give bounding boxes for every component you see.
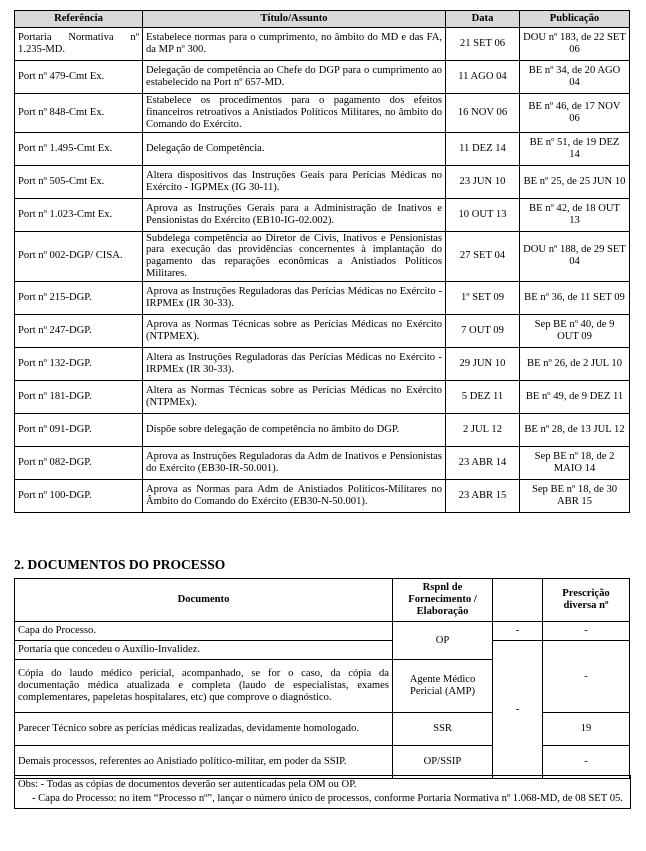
title-cell: Altera as Normas Técnicas sobre as Perícias Médicas no Exército (NTPMEx). bbox=[143, 381, 446, 414]
publication-cell: BE nº 51, de 19 DEZ 14 bbox=[520, 132, 630, 165]
table-row bbox=[15, 414, 630, 447]
date-cell: 7 OUT 09 bbox=[446, 315, 520, 348]
title-cell: Aprova as Instruções Reguladoras da Adm de Inativos e Pensionistas do Exército (EB30-IR-50.001). bbox=[143, 447, 446, 480]
title-cell: Delegação de competência ao Chefe do DGP para o cumprimento ao estabelecido na Port nº 657-MD. bbox=[143, 61, 446, 94]
documents-header-row bbox=[15, 579, 630, 622]
reference-cell: Port nº 1.495-Cmt Ex. bbox=[15, 132, 143, 165]
title-cell: Altera as Instruções Reguladoras das Perícias Médicas no Exército - IRPMEx (IR 30-33). bbox=[143, 348, 446, 381]
table-row bbox=[15, 282, 630, 315]
table-row bbox=[15, 381, 630, 414]
publication-cell: Sep BE nº 18, de 30 ABR 15 bbox=[520, 480, 630, 513]
publication-cell: DOU nº 183, de 22 SET 06 bbox=[520, 28, 630, 61]
table-row bbox=[15, 480, 630, 513]
reference-cell: Port nº 215-DGP. bbox=[15, 282, 143, 315]
mark-merged: - bbox=[493, 641, 543, 779]
document-demais: Demais processos, referentes ao Anistiado político-militar, em poder da SSIP. bbox=[15, 746, 393, 779]
date-cell: 16 NOV 06 bbox=[446, 94, 520, 133]
reference-cell: Port nº 132-DGP. bbox=[15, 348, 143, 381]
document-parecer: Parecer Técnico sobre as perícias médicas realizadas, devidamente homologado. bbox=[15, 713, 393, 746]
publication-cell: DOU nº 188, de 29 SET 04 bbox=[520, 231, 630, 281]
rspnl-ssr: SSR bbox=[393, 713, 493, 746]
publication-cell: BE nº 46, de 17 NOV 06 bbox=[520, 94, 630, 133]
date-cell: 1º SET 09 bbox=[446, 282, 520, 315]
table-row bbox=[15, 622, 630, 641]
observation-line: Obs: - Todas as cópias de documentos deverão ser autenticadas pela OM ou OP. bbox=[18, 779, 357, 790]
section-title: 2. DOCUMENTOS DO PROCESSO bbox=[14, 557, 226, 572]
table-header-row bbox=[15, 11, 630, 28]
title-cell: Estabelece os procedimentos para o pagamento dos efeitos financeiros retroativos a Anistiados Políticos Militares, no âmbito do Comando do Exército. bbox=[143, 94, 446, 133]
title-cell: Aprova as Instruções Reguladoras das Perícias Médicas no Exército - IRPMEx (IR 30-33). bbox=[143, 282, 446, 315]
header-documento: Documento bbox=[15, 579, 393, 622]
title-cell: Subdelega competência ao Diretor de Civis, Inativos e Pensionistas para execução das providências concernentes à implantação do pagamento das reparações econômicas a Anistiados Políticos Militares. bbox=[143, 231, 446, 281]
header-data: Data bbox=[446, 11, 520, 28]
title-cell: Delegação de Competência. bbox=[143, 132, 446, 165]
table-row bbox=[15, 61, 630, 94]
date-cell: 23 JUN 10 bbox=[446, 165, 520, 198]
documents-table bbox=[14, 578, 630, 779]
title-cell: Aprova as Normas Técnicas sobre as Perícias Médicas no Exército (NTPMEX). bbox=[143, 315, 446, 348]
reference-cell: Port nº 1.023-Cmt Ex. bbox=[15, 198, 143, 231]
table-row bbox=[15, 231, 630, 281]
prescricao-capa: - bbox=[543, 622, 630, 641]
references-table-body bbox=[15, 28, 630, 513]
title-cell: Aprova as Instruções Gerais para a Administração de Inativos e Pensionistas do Exército (EB10-IG-02.002). bbox=[143, 198, 446, 231]
publication-cell: Sep BE nº 18, de 2 MAIO 14 bbox=[520, 447, 630, 480]
references-table bbox=[14, 10, 630, 513]
prescricao-demais: - bbox=[543, 746, 630, 779]
rspnl-op: OP bbox=[393, 622, 493, 660]
date-cell: 27 SET 04 bbox=[446, 231, 520, 281]
publication-cell: BE nº 42, de 18 OUT 13 bbox=[520, 198, 630, 231]
publication-cell: Sep BE nº 40, de 9 OUT 09 bbox=[520, 315, 630, 348]
prescricao-parecer: 19 bbox=[543, 713, 630, 746]
publication-cell: BE nº 34, de 20 AGO 04 bbox=[520, 61, 630, 94]
publication-cell: BE nº 28, de 13 JUL 12 bbox=[520, 414, 630, 447]
header-referencia: Referência bbox=[15, 11, 143, 28]
observation-line: - Capa do Processo: no item “Processo nº”, lançar o número único de processos, conforme Portaria Normativa nº 1.068-MD, de 08 SET 05. bbox=[32, 792, 623, 804]
reference-cell: Port nº 181-DGP. bbox=[15, 381, 143, 414]
publication-cell: BE nº 26, de 2 JUL 10 bbox=[520, 348, 630, 381]
date-cell: 11 AGO 04 bbox=[446, 61, 520, 94]
table-row bbox=[15, 165, 630, 198]
reference-cell: Port nº 091-DGP. bbox=[15, 414, 143, 447]
observations-box bbox=[14, 775, 631, 809]
header-titulo: Título/Assunto bbox=[143, 11, 446, 28]
reference-cell: Port nº 100-DGP. bbox=[15, 480, 143, 513]
publication-cell: BE nº 25, de 25 JUN 10 bbox=[520, 165, 630, 198]
table-row bbox=[15, 641, 630, 660]
table-row bbox=[15, 28, 630, 61]
date-cell: 11 DEZ 14 bbox=[446, 132, 520, 165]
header-rspnl: Rspnl de Fornecimento / Elaboração bbox=[393, 579, 493, 622]
reference-cell: Port nº 247-DGP. bbox=[15, 315, 143, 348]
publication-cell: BE nº 49, de 9 DEZ 11 bbox=[520, 381, 630, 414]
date-cell: 2 JUL 12 bbox=[446, 414, 520, 447]
document-laudo: Cópia do laudo médico pericial, acompanhado, se for o caso, da cópia da documentação médica atualizada e completa (laudo de especialistas, exames complementares, papeletas hospitalares, etc) que comprove o diagnóstico. bbox=[15, 660, 393, 713]
header-blank bbox=[493, 579, 543, 622]
document-capa: Capa do Processo. bbox=[15, 622, 393, 641]
reference-cell: Port nº 848-Cmt Ex. bbox=[15, 94, 143, 133]
mark-capa: - bbox=[493, 622, 543, 641]
date-cell: 21 SET 06 bbox=[446, 28, 520, 61]
table-row bbox=[15, 348, 630, 381]
title-cell: Estabelece normas para o cumprimento, no âmbito do MD e das FA, da MP nº 300. bbox=[143, 28, 446, 61]
rspnl-amp: Agente Médico Pericial (AMP) bbox=[393, 660, 493, 713]
table-row bbox=[15, 447, 630, 480]
header-publicacao: Publicação bbox=[520, 11, 630, 28]
publication-cell: BE nº 36, de 11 SET 09 bbox=[520, 282, 630, 315]
date-cell: 5 DEZ 11 bbox=[446, 381, 520, 414]
date-cell: 29 JUN 10 bbox=[446, 348, 520, 381]
reference-cell: Port nº 505-Cmt Ex. bbox=[15, 165, 143, 198]
document-portaria: Portaria que concedeu o Auxílio-Invalidez. bbox=[15, 641, 393, 660]
table-row bbox=[15, 94, 630, 133]
reference-cell: Port nº 479-Cmt Ex. bbox=[15, 61, 143, 94]
title-cell: Dispõe sobre delegação de competência no âmbito do DGP. bbox=[143, 414, 446, 447]
prescricao-merged: - bbox=[543, 641, 630, 713]
table-row bbox=[15, 198, 630, 231]
table-row bbox=[15, 132, 630, 165]
rspnl-opssip: OP/SSIP bbox=[393, 746, 493, 779]
table-row bbox=[15, 315, 630, 348]
title-cell: Altera dispositivos das Instruções Geais para Perícias Médicas no Exército - IGPMEx (IG 30-11). bbox=[143, 165, 446, 198]
date-cell: 23 ABR 14 bbox=[446, 447, 520, 480]
date-cell: 10 OUT 13 bbox=[446, 198, 520, 231]
reference-cell: Portaria Normativa nº 1.235-MD. bbox=[15, 28, 143, 61]
header-prescricao: Prescrição diversa nº bbox=[543, 579, 630, 622]
reference-cell: Port nº 002-DGP/ CISA. bbox=[15, 231, 143, 281]
date-cell: 23 ABR 15 bbox=[446, 480, 520, 513]
title-cell: Aprova as Normas para Adm de Anistiados Políticos-Militares no Âmbito do Comando do Exército (EB30-N-50.001). bbox=[143, 480, 446, 513]
reference-cell: Port nº 082-DGP. bbox=[15, 447, 143, 480]
